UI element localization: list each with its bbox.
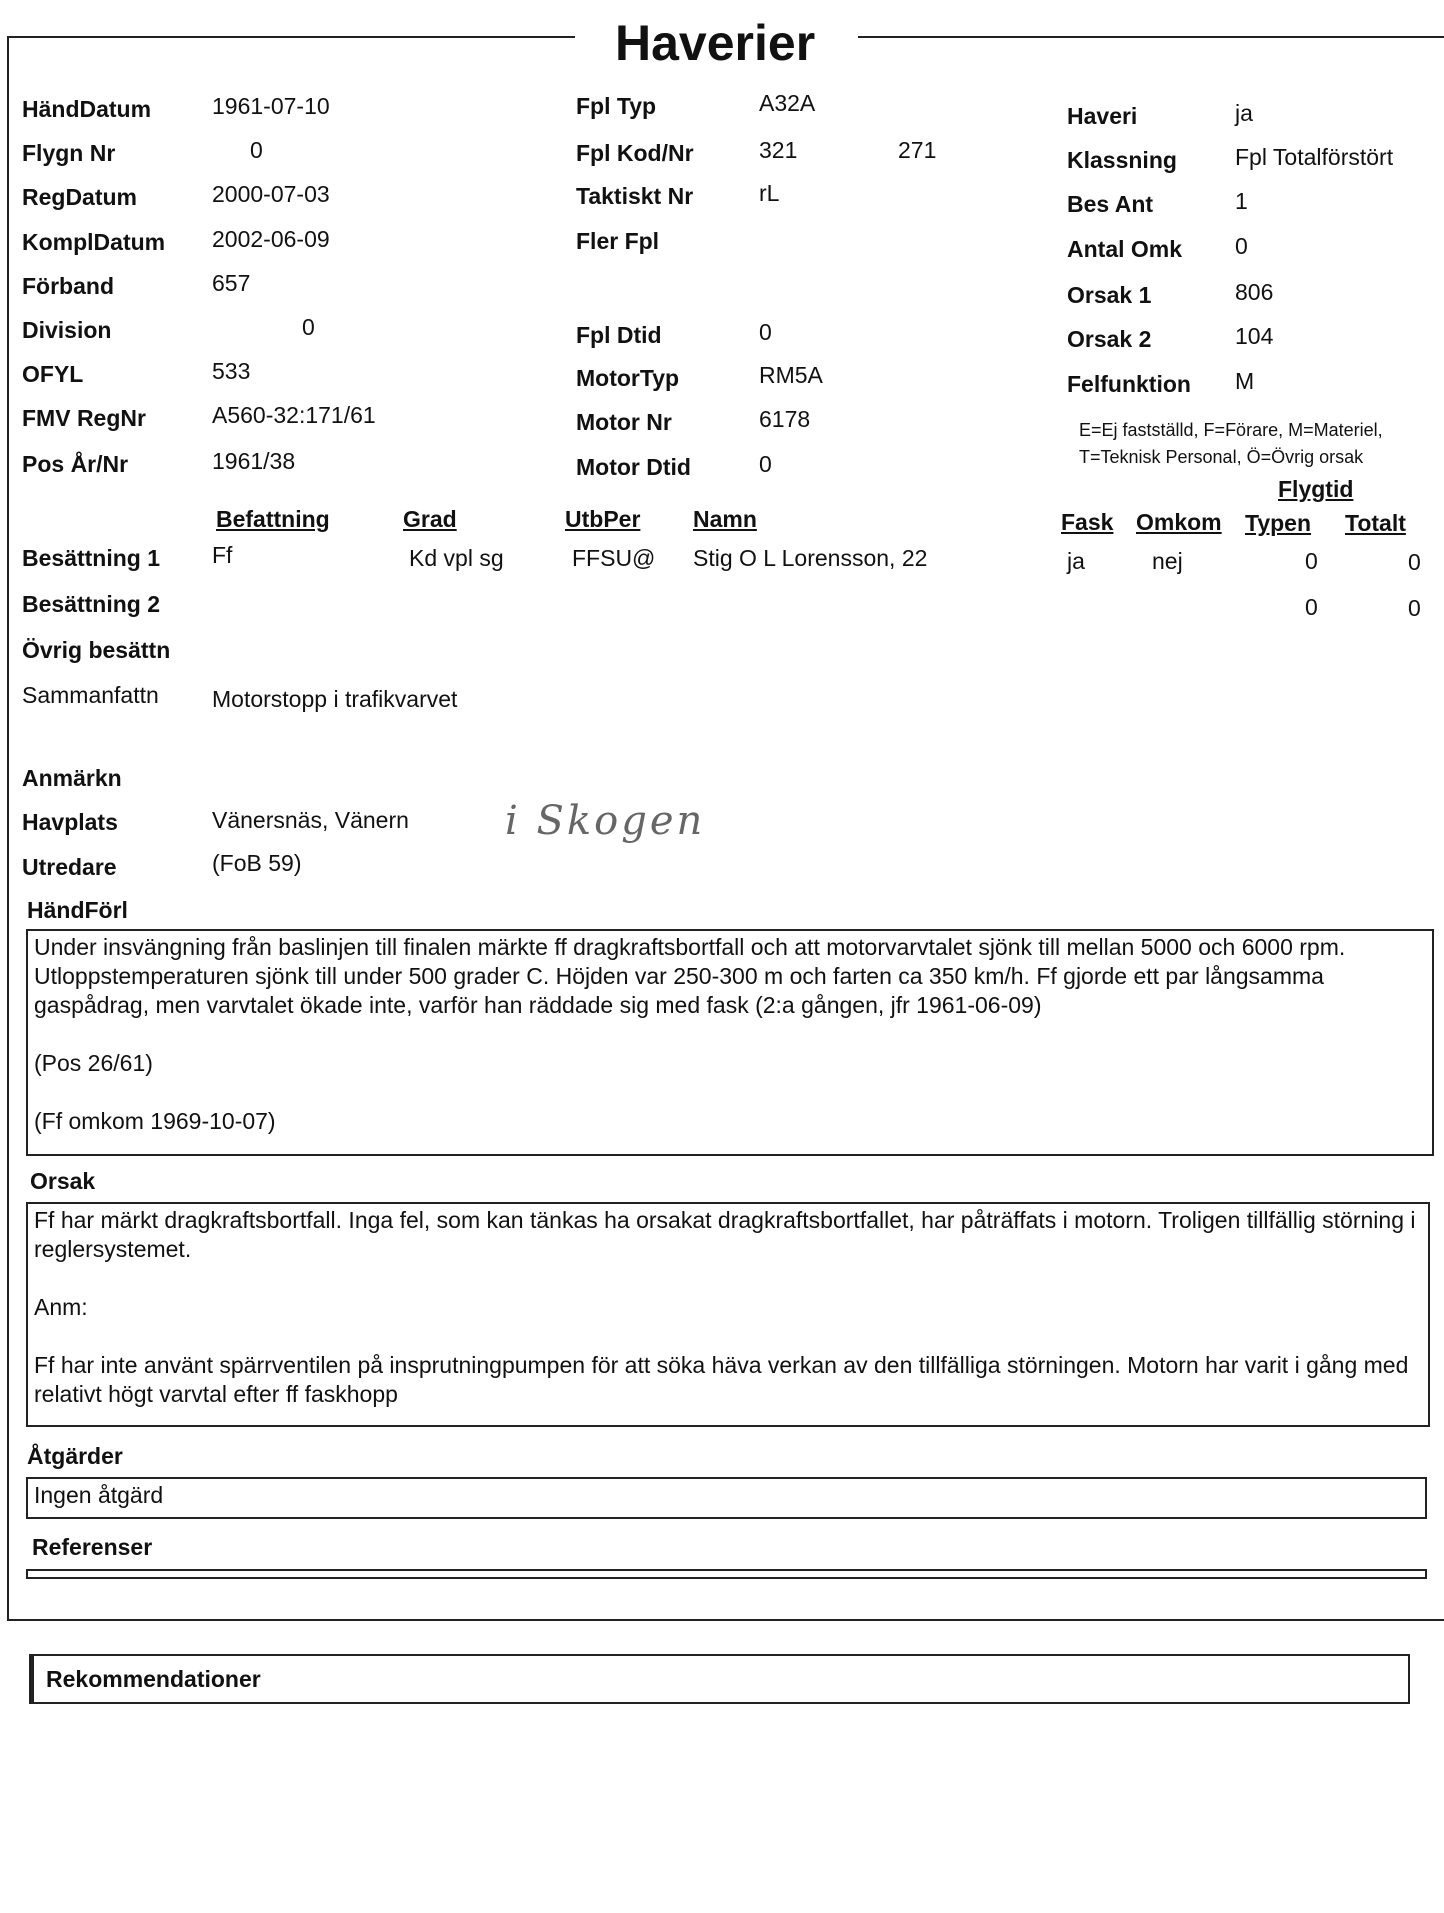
- mid-field-label-2: Taktiskt Nr: [576, 183, 694, 209]
- havplats-value: Vänersnäs, Vänern: [212, 807, 409, 833]
- referenser-label: Referenser: [32, 1534, 153, 1560]
- left-field-label-0: HändDatum: [22, 96, 152, 122]
- frame-top-left: [7, 36, 575, 38]
- page-title: Haverier: [615, 15, 816, 71]
- left-field-value-4: 657: [212, 270, 251, 296]
- havplats-label: Havplats: [22, 809, 118, 835]
- crew-label-1: Besättning 1: [22, 545, 161, 571]
- handforl-label: HändFörl: [27, 897, 128, 923]
- crew-omkom-1: nej: [1152, 548, 1183, 574]
- sammanfattn-value: Motorstopp i trafikvarvet: [212, 686, 458, 712]
- header-totalt: Totalt: [1345, 510, 1406, 536]
- orsak-text-3: Ff har inte använt spärrventilen på insprutningpumpen för att söka häva verkan av den tillfälliga störningen. Motorn har varit i gång med relativt högt varvtal efter ff faskhopp: [34, 1352, 1409, 1407]
- right-field-label-6: Felfunktion: [1067, 371, 1191, 397]
- crew-befattning-1: Ff: [212, 542, 233, 568]
- mid-field-value-4: 0: [759, 319, 772, 345]
- mid-field-value-1: 321: [759, 137, 798, 163]
- right-field-value-4: 806: [1235, 279, 1274, 305]
- left-field-label-6: OFYL: [22, 361, 84, 387]
- left-field-value-2: 2000-07-03: [212, 181, 330, 207]
- anmarkn-label: Anmärkn: [22, 765, 122, 791]
- header-fask: Fask: [1061, 509, 1114, 535]
- crew-utbper-1: FFSU@: [572, 545, 656, 571]
- right-field-value-2: 1: [1235, 188, 1248, 214]
- left-field-label-7: FMV RegNr: [22, 405, 146, 431]
- crew-totalt-2: 0: [1408, 595, 1421, 621]
- left-field-value-6: 533: [212, 358, 251, 384]
- right-field-label-2: Bes Ant: [1067, 191, 1154, 217]
- orsak-text-1: Ff har märkt dragkraftsbortfall. Inga fel, som kan tänkas ha orsakat dragkraftsbortfallet, har påträffats i motorn. Troligen tillfällig störning i reglersystemet.: [34, 1207, 1416, 1262]
- frame-top-right: [858, 36, 1444, 38]
- right-field-value-1: Fpl Totalförstört: [1235, 144, 1394, 170]
- mid-field-value-2: rL: [759, 180, 780, 206]
- header-namn: Namn: [693, 506, 757, 532]
- left-field-label-3: KomplDatum: [22, 229, 166, 255]
- right-field-value-6: M: [1235, 368, 1255, 394]
- right-field-label-1: Klassning: [1067, 147, 1177, 173]
- rekommendationer-label: Rekommendationer: [46, 1666, 261, 1692]
- crew-typen-2: 0: [1305, 594, 1318, 620]
- crew-label-2: Besättning 2: [22, 591, 161, 617]
- mid-field-value2-1: 271: [898, 137, 937, 163]
- handwritten-note: i Skogen: [505, 798, 706, 844]
- orsak-text-2: Anm:: [34, 1294, 88, 1320]
- sammanfattn-label: Sammanfattn: [22, 682, 159, 708]
- crew-grad-1: Kd vpl sg: [409, 545, 504, 571]
- left-field-value-1: 0: [250, 137, 263, 163]
- left-field-value-3: 2002-06-09: [212, 226, 330, 252]
- atgarder-value: Ingen åtgärd: [34, 1482, 164, 1508]
- right-field-value-3: 0: [1235, 233, 1248, 259]
- mid-field-label-6: Motor Nr: [576, 409, 672, 435]
- right-field-label-4: Orsak 1: [1067, 282, 1152, 308]
- mid-field-value-6: 6178: [759, 406, 811, 432]
- utredare-value: (FoB 59): [212, 850, 302, 876]
- left-field-value-0: 1961-07-10: [212, 93, 330, 119]
- mid-field-label-3: Fler Fpl: [576, 228, 660, 254]
- rekommendationer-box: [29, 1654, 1410, 1704]
- right-field-label-3: Antal Omk: [1067, 236, 1183, 262]
- header-befattning: Befattning: [216, 506, 330, 532]
- header-utbper: UtbPer: [565, 506, 641, 532]
- right-field-value-5: 104: [1235, 323, 1274, 349]
- mid-field-value-0: A32A: [759, 90, 816, 116]
- left-field-label-1: Flygn Nr: [22, 140, 116, 166]
- felfunktion-legend-1: E=Ej fastställd, F=Förare, M=Materiel,: [1079, 420, 1383, 440]
- right-field-label-0: Haveri: [1067, 103, 1138, 129]
- mid-field-value-7: 0: [759, 451, 772, 477]
- left-field-label-8: Pos År/Nr: [22, 451, 129, 477]
- orsak-label: Orsak: [30, 1168, 96, 1194]
- left-field-value-5: 0: [302, 314, 315, 340]
- handforl-text-3: (Ff omkom 1969-10-07): [34, 1108, 276, 1134]
- atgarder-box: [26, 1477, 1427, 1519]
- crew-totalt-1: 0: [1408, 549, 1421, 575]
- left-field-label-2: RegDatum: [22, 184, 138, 210]
- right-field-label-5: Orsak 2: [1067, 326, 1152, 352]
- left-field-label-4: Förband: [22, 273, 114, 299]
- header-grad: Grad: [403, 506, 457, 532]
- mid-field-label-5: MotorTyp: [576, 365, 680, 391]
- crew-typen-1: 0: [1305, 548, 1318, 574]
- referenser-box: [26, 1569, 1427, 1579]
- left-field-value-7: A560-32:171/61: [212, 402, 376, 428]
- felfunktion-legend-2: T=Teknisk Personal, Ö=Övrig orsak: [1079, 447, 1364, 467]
- mid-field-label-4: Fpl Dtid: [576, 322, 662, 348]
- left-field-label-5: Division: [22, 317, 112, 343]
- mid-field-label-7: Motor Dtid: [576, 454, 691, 480]
- handforl-text-1: Under insvängning från baslinjen till finalen märkte ff dragkraftsbortfall och att motorvarvtalet sjönk till mellan 5000 och 6000 rpm. Utloppstemperaturen sjönk till under 500 grader C. Höjden var 250-300 m och farten ca 350 km/h. Ff gjorde ett par långsamma gaspådrag, men varvtalet ökade inte, varför han räddade sig med fask (2:a gången, jfr 1961-06-09): [34, 934, 1346, 1018]
- header-omkom: Omkom: [1136, 509, 1222, 535]
- orsak-box: [26, 1202, 1430, 1427]
- crew-fask-1: ja: [1067, 548, 1085, 574]
- ovrig-besattn-label: Övrig besättn: [22, 637, 171, 663]
- header-flygtid: Flygtid: [1278, 476, 1354, 502]
- right-field-value-0: ja: [1235, 100, 1253, 126]
- header-typen: Typen: [1245, 510, 1312, 536]
- crew-namn-1: Stig O L Lorensson, 22: [693, 545, 928, 571]
- mid-field-label-1: Fpl Kod/Nr: [576, 140, 694, 166]
- left-field-value-8: 1961/38: [212, 448, 296, 474]
- handforl-box: [26, 929, 1434, 1156]
- atgarder-label: Åtgärder: [27, 1443, 123, 1469]
- handforl-text-2: (Pos 26/61): [34, 1050, 153, 1076]
- mid-field-value-5: RM5A: [759, 362, 823, 388]
- utredare-label: Utredare: [22, 854, 117, 880]
- mid-field-label-0: Fpl Typ: [576, 93, 657, 119]
